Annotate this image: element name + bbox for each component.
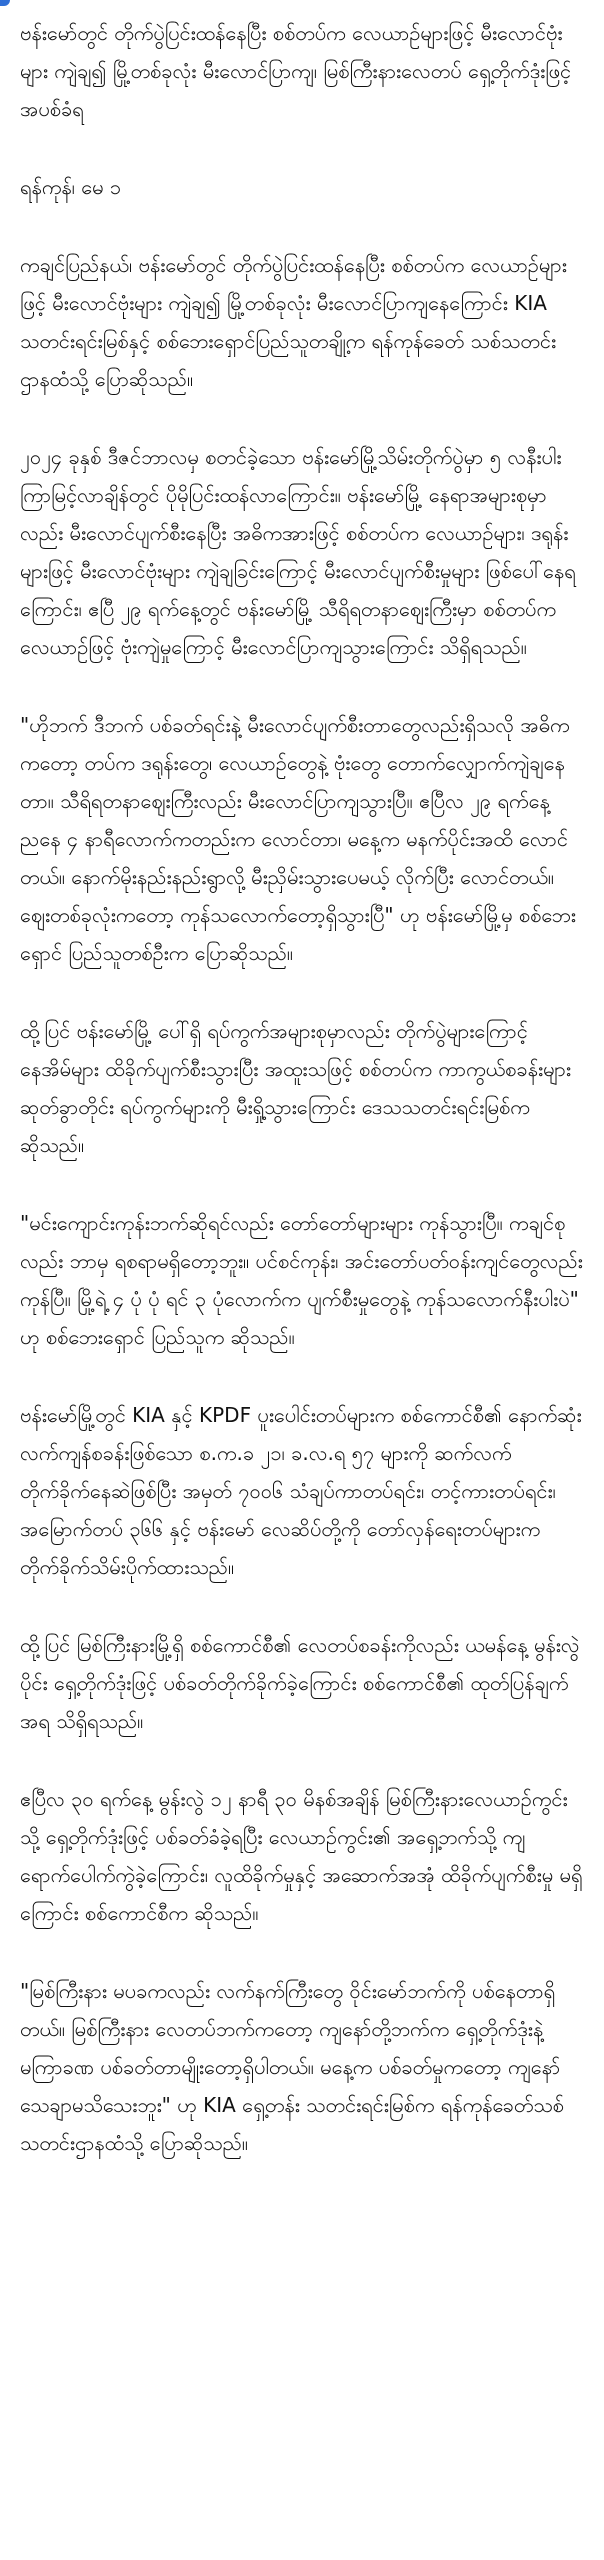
article-paragraph-3-quote: "ဟိုဘက် ဒီဘက် ပစ်ခတ်ရင်းနဲ့ မီးလောင်ပျက်စီးတာတွေလည်းရှိသလို အဓိကကတော့ တပ်က ဒရုန်းတွေ၊ လေယာဉ်တွေနဲ့ ဗုံးတွေ တောက်လျှောက်ကျဲချနေတာ။ သီရိရတနာဈေးကြီးလည်း မီးလောင်ပြာကျသွားပြီ။ ဧပြီလ ၂၉ ရက်နေ့ညနေ ၄ နာရီလောက်ကတည်းက လောင်တာ၊ မနေ့က မနက်ပိုင်းအထိ လောင်တယ်။ နောက်မိုးနည်းနည်းရွာလို့ မီးညှိမ်းသွားပေမယ့် လိုက်ပြီး လောင်တယ်။ ဈေးတစ်ခုလုံးကတော့ ကုန်သလောက်တော့ရှိသွားပြီ" ဟု ဗန်းမော်မြို့မှ စစ်ဘေးရှောင် ပြည်သူတစ်ဦးက ပြောဆိုသည်။ (20, 713, 576, 965)
article-paragraph-6: ဗန်းမော်မြို့တွင် KIA နှင့် KPDF ပူးပေါင်းတပ်များက စစ်ကောင်စီ၏ နောက်ဆုံးလက်ကျန်စခန်းဖြစ်သော စ.က.ခ ၂၁၊ ခ.လ.ရ ၅၇ များကို ဆက်လက် တိုက်ခိုက်နေဆဲဖြစ်ပြီး အမှတ် ၇၀၀၆ သံချပ်ကာတပ်ရင်း၊ တင့်ကားတပ်ရင်း၊ အမြောက်တပ် ၃၆၆ နှင့် ဗန်းမော် လေဆိပ်တို့ကို တော်လှန်ရေးတပ်များက တိုက်ခိုက်သိမ်းပိုက်ထားသည်။ (20, 1403, 582, 1579)
article-headline: ဗန်းမော်တွင် တိုက်ပွဲပြင်းထန်နေပြီး စစ်တပ်က လေယာဉ်များဖြင့် မီးလောင်ဗုံးများ ကျဲချ၍ မြို့တစ်ခုလုံး မီးလောင်ပြာကျ၊ မြစ်ကြီးနားလေတပ် ရှေ့တိုက်ဒုံးဖြင့် အပစ်ခံရ (20, 21, 572, 121)
article-dateline: ရန်ကုန်၊ မေ ၁ (20, 175, 122, 199)
article-paragraph-4: ထို့ပြင် ဗန်းမော်မြို့ ပေါ်ရှိ ရပ်ကွက်အများစုမှာလည်း တိုက်ပွဲများကြောင့် နေအိမ်များ ထိခိုက်ပျက်စီးသွားပြီး အထူးသဖြင့် စစ်တပ်က ကာကွယ်စခန်းများ ဆုတ်ခွာတိုင်း ရပ်ကွက်များကို မီးရှို့သွားကြောင်း ဒေသသတင်းရင်းမြစ်က ဆိုသည်။ (20, 1019, 571, 1157)
header-accent-mark (0, 0, 10, 6)
article-paragraph-7: ထို့ပြင် မြစ်ကြီးနားမြို့ရှိ စစ်ကောင်စီ၏ လေတပ်စခန်းကိုလည်း ယမန်နေ့ မွန်းလွဲပိုင်း ရှေ့တိုက်ဒုံးဖြင့် ပစ်ခတ်တိုက်ခိုက်ခဲ့ကြောင်း စစ်ကောင်စီ၏ ထုတ်ပြန်ချက်အရ သိရှိရသည်။ (20, 1633, 580, 1733)
article-paragraph-1: ကချင်ပြည်နယ်၊ ဗန်းမော်တွင် တိုက်ပွဲပြင်းထန်နေပြီး စစ်တပ်က လေယာဉ်များဖြင့် မီးလောင်ဗုံးများ ကျဲချ၍ မြို့တစ်ခုလုံး မီးလောင်ပြာကျနေကြောင်း KIA သတင်းရင်းမြစ်နှင့် စစ်ဘေးရှောင်ပြည်သူတချို့က ရန်ကုန်ခေတ် သစ်သတင်းဌာနထံသို့ ပြောဆိုသည်။ (20, 253, 567, 391)
article-paragraph-2: ၂၀၂၄ ခုနှစ် ဒီဇင်ဘာလမှ စတင်ခဲ့သော ဗန်းမော်မြို့သိမ်းတိုက်ပွဲမှာ ၅ လနီးပါး ကြာမြင့်လာချိန်တွင် ပိုမိုပြင်းထန်လာကြောင်း။ ဗန်းမော်မြို့ နေရာအများစုမှာလည်း မီးလောင်ပျက်စီးနေပြီး အဓိကအားဖြင့် စစ်တပ်က လေယာဉ်များ၊ ဒရုန်းများဖြင့် မီးလောင်ဗုံးများ ကျဲချခြင်းကြောင့် မီးလောင်ပျက်စီးမှုများ ဖြစ်ပေါ်နေရကြောင်း၊ ဧပြီ ၂၉ ရက်နေ့တွင် ဗန်းမော်မြို့ သီရိရတနာဈေးကြီးမှာ စစ်တပ်က လေယာဉ်ဖြင့် ဗုံးကျဲမှုကြောင့် မီးလောင်ပြာကျသွားကြောင်း သိရှိရသည်။ (20, 445, 576, 659)
article-paragraph-5-quote: "မင်းကျောင်းကုန်းဘက်ဆိုရင်လည်း တော်တော်များများ ကုန်သွားပြီ။ ကချင်စုလည်း ဘာမှ ရစရာမရှိတော့ဘူး။ ပင်စင်ကုန်း၊ အင်းတော်ပတ်ဝန်းကျင်တွေလည်း ကုန်ပြီ။ မြို့ရဲ့ ၄ ပုံ ပုံ ရင် ၃ ပုံလောက်က ပျက်စီးမှုတွေနဲ့ ကုန်သလောက်နီးပါးပဲ" ဟု စစ်ဘေးရှောင် ပြည်သူက ဆိုသည်။ (20, 1211, 583, 1349)
article-paragraph-8: ဧပြီလ ၃၀ ရက်နေ့ မွန်းလွဲ ၁၂ နာရီ ၃၀ မိနစ်အချိန် မြစ်ကြီးနားလေယာဉ်ကွင်းသို့ ရှေ့တိုက်ဒုံးဖြင့် ပစ်ခတ်ခံခဲ့ရပြီး လေယာဉ်ကွင်း၏ အရှေ့ဘက်သို့ ကျရောက်ပေါက်ကွဲခဲ့ကြောင်း၊ လူထိခိုက်မှုနှင့် အဆောက်အအုံ ထိခိုက်ပျက်စီးမှု မရှိကြောင်း စစ်ကောင်စီက ဆိုသည်။ (20, 1787, 583, 1925)
article-paragraph-9-quote: "မြစ်ကြီးနား မပခကလည်း လက်နက်ကြီးတွေ ဝိုင်းမော်ဘက်ကို ပစ်နေတာရှိတယ်။ မြစ်ကြီးနား လေတပ်ဘက်ကတော့ ကျနော်တို့ဘက်က ရှေ့တိုက်ဒုံးနဲ့ မကြာခဏ ပစ်ခတ်တာမျိုးတော့ရှိပါတယ်။ မနေ့က ပစ်ခတ်မှုကတော့ ကျနော်သေချာမသိသေးဘူး" ဟု KIA ရှေ့တန်း သတင်းရင်းမြစ်က ရန်ကုန်ခေတ်သစ်သတင်းဌာနထံသို့ ပြောဆိုသည်။ (20, 1979, 564, 2155)
